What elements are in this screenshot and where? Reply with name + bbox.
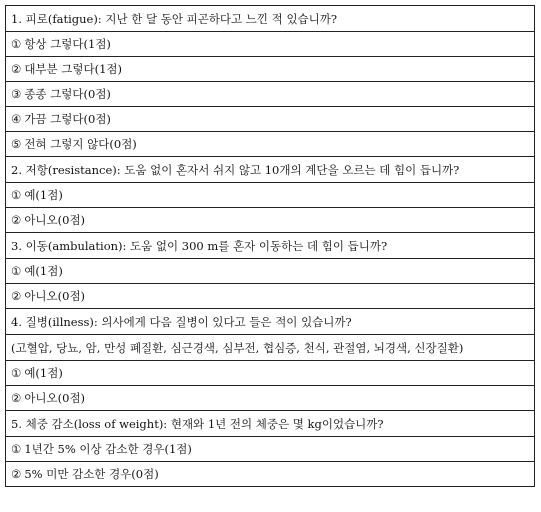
option-number: ② xyxy=(11,391,22,405)
question-row-weight-loss xyxy=(6,411,535,437)
option-number: ② xyxy=(11,467,22,481)
question-weight-loss: 5. 체중 감소(loss of weight): 현재와 1년 전의 체중은 몇 kg이었습니까? xyxy=(6,411,535,437)
option-text: 전혀 그렇지 않다(0점) xyxy=(24,137,137,151)
option-row xyxy=(6,386,535,411)
frailty-questionnaire-table xyxy=(5,5,535,487)
option-number: ① xyxy=(11,188,22,202)
option-row xyxy=(6,462,535,487)
question-row-ambulation xyxy=(6,233,535,259)
option-row xyxy=(6,32,535,57)
option-cell xyxy=(6,208,535,233)
illness-list-row xyxy=(6,335,535,361)
option-number: ⑤ xyxy=(11,137,22,151)
question-row-fatigue xyxy=(6,6,535,32)
option-number: ① xyxy=(11,366,22,380)
option-row xyxy=(6,107,535,132)
option-cell xyxy=(6,82,535,107)
option-cell xyxy=(6,57,535,82)
option-text: 종종 그렇다(0점) xyxy=(24,87,111,101)
option-cell xyxy=(6,361,535,386)
option-text: 가끔 그렇다(0점) xyxy=(24,112,111,126)
option-row xyxy=(6,437,535,462)
option-row xyxy=(6,284,535,309)
option-text: 예(1점) xyxy=(24,188,63,202)
illness-list: (고혈압, 당뇨, 암, 만성 폐질환, 심근경색, 심부전, 협심증, 천식, 관절염, 뇌경색, 신장질환) xyxy=(6,335,535,361)
option-text: 아니오(0점) xyxy=(24,391,86,405)
option-row xyxy=(6,183,535,208)
option-number: ① xyxy=(11,37,22,51)
option-text: 예(1점) xyxy=(24,366,63,380)
question-row-illness xyxy=(6,309,535,335)
option-text: 아니오(0점) xyxy=(24,289,86,303)
option-number: ② xyxy=(11,62,22,76)
option-text: 아니오(0점) xyxy=(24,213,86,227)
option-number: ① xyxy=(11,264,22,278)
option-row xyxy=(6,208,535,233)
option-row xyxy=(6,82,535,107)
option-cell xyxy=(6,132,535,157)
option-cell xyxy=(6,107,535,132)
option-cell xyxy=(6,386,535,411)
option-text: 예(1점) xyxy=(24,264,63,278)
question-row-resistance xyxy=(6,157,535,183)
option-row xyxy=(6,132,535,157)
question-resistance: 2. 저항(resistance): 도움 없이 혼자서 쉬지 않고 10개의 계단을 오르는 데 힘이 듭니까? xyxy=(6,157,535,183)
option-number: ① xyxy=(11,442,22,456)
option-number: ④ xyxy=(11,112,22,126)
option-row xyxy=(6,57,535,82)
question-ambulation: 3. 이동(ambulation): 도움 없이 300 m를 혼자 이동하는 데 힘이 듭니까? xyxy=(6,233,535,259)
question-illness: 4. 질병(illness): 의사에게 다음 질병이 있다고 들은 적이 있습니까? xyxy=(6,309,535,335)
option-cell xyxy=(6,437,535,462)
option-number: ② xyxy=(11,289,22,303)
option-text: 1년간 5% 이상 감소한 경우(1점) xyxy=(24,442,192,456)
option-row xyxy=(6,361,535,386)
option-row xyxy=(6,259,535,284)
option-cell xyxy=(6,284,535,309)
option-text: 항상 그렇다(1점) xyxy=(24,37,111,51)
option-cell xyxy=(6,259,535,284)
option-cell xyxy=(6,32,535,57)
option-number: ③ xyxy=(11,87,22,101)
option-text: 대부분 그렇다(1점) xyxy=(24,62,123,76)
question-fatigue: 1. 피로(fatigue): 지난 한 달 동안 피곤하다고 느낀 적 있습니까? xyxy=(6,6,535,32)
option-text: 5% 미만 감소한 경우(0점) xyxy=(24,467,159,481)
option-cell xyxy=(6,183,535,208)
option-cell xyxy=(6,462,535,487)
option-number: ② xyxy=(11,213,22,227)
